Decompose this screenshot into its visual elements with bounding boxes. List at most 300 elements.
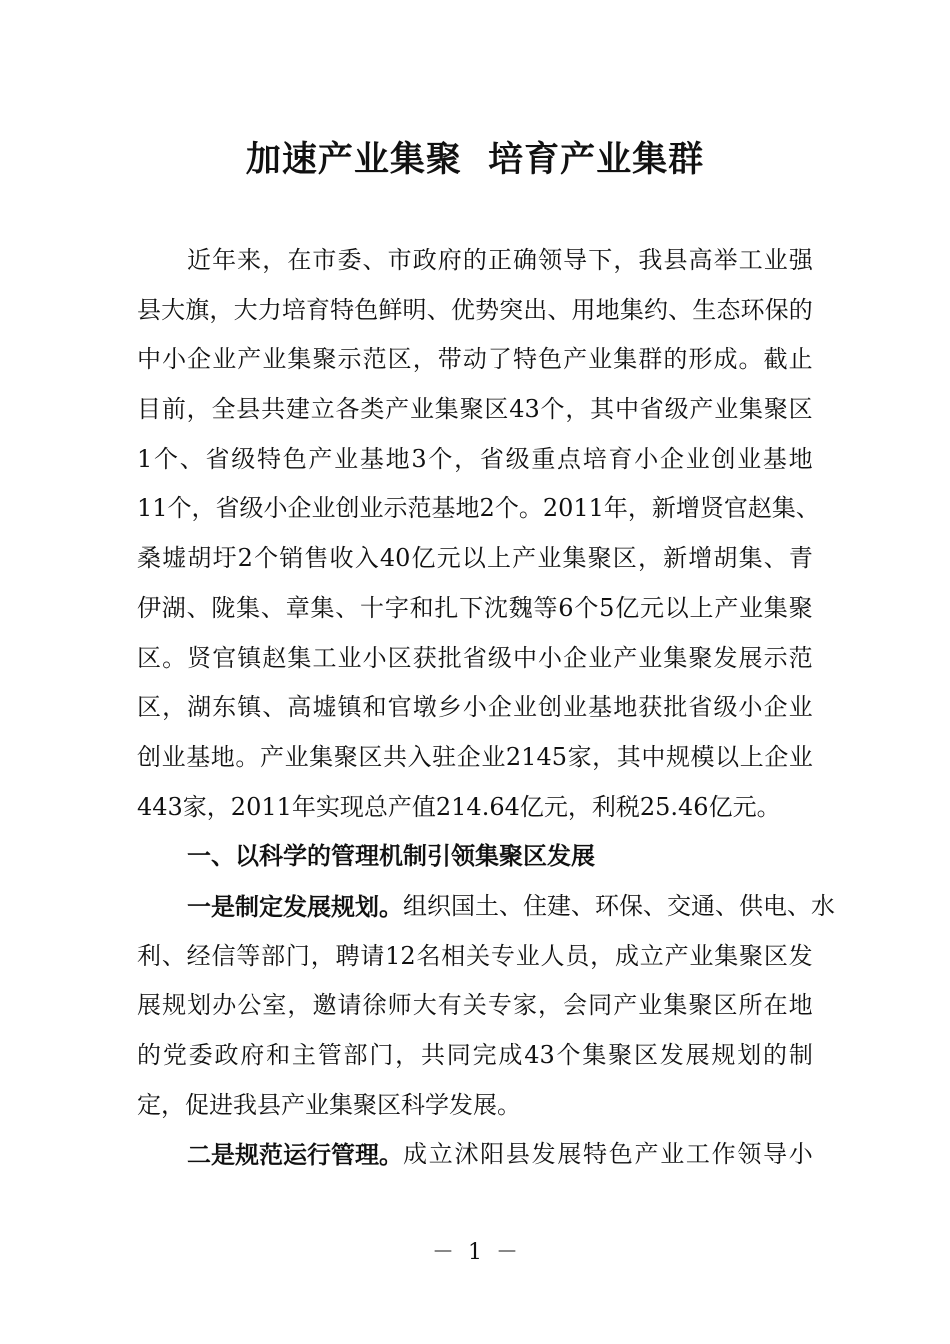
text-glyph: 色 xyxy=(538,345,562,374)
text-glyph: 43 xyxy=(524,1041,555,1069)
text-glyph: 中 xyxy=(137,345,161,374)
text-glyph: 小 xyxy=(738,693,763,722)
text-glyph: 业 xyxy=(161,742,186,771)
text-glyph: 基 xyxy=(186,742,211,771)
text-glyph: 聚 xyxy=(688,643,713,672)
text-glyph: 领 xyxy=(737,1140,762,1169)
text-glyph: 其 xyxy=(590,395,615,424)
text-glyph: 产 xyxy=(237,345,262,374)
text-glyph: 地 xyxy=(385,444,410,473)
text-glyph: 集 xyxy=(236,593,261,622)
text-glyph: 大 xyxy=(233,295,258,324)
paragraph-line xyxy=(137,932,813,982)
text-glyph: 生 xyxy=(692,295,717,324)
text-glyph: 、 xyxy=(795,494,820,523)
text-glyph: 企 xyxy=(287,494,312,523)
text-glyph: 43 xyxy=(509,395,540,424)
text-glyph: 近 xyxy=(187,246,211,274)
text-glyph: 点 xyxy=(557,444,582,473)
text-glyph: 个 xyxy=(167,494,192,523)
text-glyph: 色 xyxy=(608,1140,633,1169)
text-glyph: 获 xyxy=(412,643,437,672)
text-glyph: 育 xyxy=(305,295,330,324)
text-glyph: 5 xyxy=(599,593,615,622)
text-glyph: 和 xyxy=(362,693,387,722)
text-glyph: 湖 xyxy=(187,693,212,722)
page-number: － 1 － xyxy=(432,1240,518,1265)
text-glyph: 企 xyxy=(763,693,788,722)
text-glyph: 个 xyxy=(494,494,519,523)
text-glyph: 级 xyxy=(713,693,738,722)
text-glyph: 会 xyxy=(563,991,588,1020)
text-glyph: 个 xyxy=(556,1041,581,1069)
text-glyph: 1 xyxy=(137,444,153,473)
text-glyph: 态 xyxy=(716,295,741,324)
text-glyph: 人 xyxy=(540,941,565,970)
text-glyph: 省 xyxy=(462,643,487,672)
text-glyph: 邀 xyxy=(312,991,337,1020)
text-glyph: 胡 xyxy=(713,544,738,573)
text-glyph: 入 xyxy=(354,544,379,573)
text-glyph: ， xyxy=(310,941,335,970)
text-glyph: 止 xyxy=(788,345,813,374)
text-glyph: 信 xyxy=(211,941,236,970)
text-glyph: 成 xyxy=(713,345,738,374)
text-glyph: 章 xyxy=(285,593,310,622)
text-glyph: 产 xyxy=(634,1140,659,1169)
text-glyph: 专 xyxy=(490,941,515,970)
text-glyph: 旗 xyxy=(185,295,210,324)
text-glyph: 和 xyxy=(409,593,434,622)
text-glyph: 发 xyxy=(713,643,738,672)
text-glyph: 收 xyxy=(329,544,354,573)
text-glyph: 划 xyxy=(737,1041,762,1069)
text-glyph: 集 xyxy=(619,295,644,324)
text-glyph: 办 xyxy=(212,991,237,1020)
text-glyph: 出 xyxy=(523,295,548,324)
text-glyph: 集 xyxy=(763,593,788,622)
paragraph-line xyxy=(137,634,813,684)
text-glyph: 聚 xyxy=(459,395,484,424)
text-glyph: 、 xyxy=(547,295,572,324)
text-glyph: 范 xyxy=(407,494,432,523)
text-glyph: 名 xyxy=(416,941,441,970)
text-glyph: 作 xyxy=(711,1140,736,1169)
text-glyph: 建 xyxy=(285,395,310,424)
text-glyph: 主 xyxy=(291,1041,316,1069)
text-glyph: 集 xyxy=(310,593,335,622)
text-glyph: 的 xyxy=(763,1041,788,1069)
paragraph-line xyxy=(137,981,813,1031)
text-glyph: 公 xyxy=(237,991,262,1020)
text-glyph: 小 xyxy=(362,643,387,672)
text-glyph: 县 xyxy=(137,295,161,324)
text-glyph: 业 xyxy=(788,693,813,722)
text-glyph: 官 xyxy=(723,494,748,523)
text-glyph: 中 xyxy=(614,395,639,424)
text-glyph: 区 xyxy=(788,395,813,424)
text-glyph: 企 xyxy=(187,345,212,374)
text-glyph: 地 xyxy=(210,742,235,771)
text-glyph: 在 xyxy=(287,246,312,274)
text-glyph: 业 xyxy=(515,941,540,970)
text-glyph: 集 xyxy=(738,544,763,573)
text-glyph: 各 xyxy=(335,395,360,424)
text-glyph: 等 xyxy=(533,593,558,622)
text-glyph: 新 xyxy=(651,494,676,523)
text-glyph: 导 xyxy=(563,246,588,274)
text-glyph: 正 xyxy=(487,246,512,274)
text-glyph: 环 xyxy=(740,295,765,324)
text-glyph: ， xyxy=(592,742,617,771)
text-glyph: 委 xyxy=(337,246,362,274)
text-glyph: 、 xyxy=(787,891,811,920)
text-glyph: 织 xyxy=(427,891,451,920)
text-glyph: 发 xyxy=(531,1140,556,1169)
text-glyph: 业 xyxy=(588,643,613,672)
text-glyph: 十 xyxy=(360,593,385,622)
text-glyph: ， xyxy=(454,444,479,473)
text-glyph: 带 xyxy=(437,345,462,374)
text-glyph: 赵 xyxy=(262,643,287,672)
text-glyph: 聚 xyxy=(312,345,337,374)
text-glyph: 请 xyxy=(360,941,385,970)
text-glyph: 府 xyxy=(437,246,462,274)
text-glyph: 、 xyxy=(260,593,285,622)
paragraph-line xyxy=(137,435,813,485)
text-glyph: 规 xyxy=(711,1041,736,1069)
text-glyph: 举 xyxy=(713,246,738,274)
text-glyph: 获 xyxy=(638,693,663,722)
text-glyph: 业 xyxy=(284,742,309,771)
text-glyph: 聚 xyxy=(333,742,358,771)
paragraph-line xyxy=(137,484,820,534)
text-glyph: 规 xyxy=(665,742,690,771)
text-glyph: 在 xyxy=(763,991,788,1020)
text-glyph: 业 xyxy=(788,742,813,771)
text-glyph: 室 xyxy=(262,991,287,1020)
text-glyph: 下 xyxy=(588,246,613,274)
text-glyph: 区 xyxy=(484,395,509,424)
text-glyph: 字 xyxy=(384,593,409,622)
text-glyph: 门 xyxy=(369,1041,394,1069)
text-glyph: 销 xyxy=(279,544,304,573)
text-glyph: 上 xyxy=(487,544,512,573)
text-glyph: 业 xyxy=(763,246,788,274)
paragraph-line xyxy=(137,1031,813,1081)
text-glyph: 40 xyxy=(379,544,411,573)
text-glyph: 制 xyxy=(788,1041,813,1069)
text-glyph: 基 xyxy=(588,693,613,722)
text-glyph: 区 xyxy=(612,544,637,573)
text-glyph: 育 xyxy=(608,444,633,473)
text-glyph: 特 xyxy=(330,295,355,324)
text-glyph: 集 xyxy=(739,395,764,424)
text-glyph: 截 xyxy=(763,345,788,374)
text-glyph: 级 xyxy=(505,444,530,473)
text-glyph: 工 xyxy=(312,643,337,672)
text-glyph: 东 xyxy=(212,693,237,722)
text-glyph: 保 xyxy=(619,891,643,920)
text-glyph: 小 xyxy=(788,1140,813,1169)
text-glyph: 关 xyxy=(466,941,491,970)
text-glyph: 胡 xyxy=(187,544,212,573)
text-glyph: 立 xyxy=(639,941,664,970)
text-glyph: 、 xyxy=(362,246,387,274)
text-glyph: 陇 xyxy=(211,593,236,622)
text-glyph: 共 xyxy=(420,1041,445,1069)
text-glyph: 个 xyxy=(154,444,179,473)
text-glyph: 通 xyxy=(691,891,715,920)
text-glyph: 等 xyxy=(236,941,261,970)
text-glyph: 集 xyxy=(309,742,334,771)
text-glyph: 区 xyxy=(713,991,738,1020)
text-glyph: 创 xyxy=(538,693,562,722)
text-glyph: 业 xyxy=(359,494,384,523)
text-glyph: 亿 xyxy=(411,544,436,573)
text-glyph: 的 xyxy=(462,246,487,274)
text-glyph: ， xyxy=(627,494,652,523)
text-glyph: 示 xyxy=(337,345,362,374)
text-glyph: 业 xyxy=(737,444,762,473)
text-glyph: ， xyxy=(191,494,216,523)
text-glyph: 聚 xyxy=(587,544,612,573)
text-glyph: 全 xyxy=(211,395,236,424)
text-glyph: 集 xyxy=(663,643,688,672)
text-glyph: 年 xyxy=(212,246,237,274)
text-glyph: 小 xyxy=(538,643,562,672)
text-glyph: 区 xyxy=(633,1041,658,1069)
text-glyph: 业 xyxy=(409,395,434,424)
text-glyph: 保 xyxy=(764,295,789,324)
text-glyph: 批 xyxy=(663,693,688,722)
text-glyph: 省 xyxy=(215,494,240,523)
text-glyph: 员 xyxy=(565,941,590,970)
text-glyph: 区 xyxy=(387,643,412,672)
text-glyph: 县 xyxy=(236,395,261,424)
text-glyph: 政 xyxy=(214,1041,239,1069)
text-glyph: 创 xyxy=(711,444,736,473)
text-glyph: 、 xyxy=(186,593,211,622)
text-glyph: 、 xyxy=(179,444,204,473)
text-glyph: 级 xyxy=(487,643,512,672)
text-glyph: ， xyxy=(209,295,234,324)
text-glyph: 企 xyxy=(563,643,588,672)
text-glyph: 产 xyxy=(385,395,410,424)
text-glyph: 地 xyxy=(455,494,480,523)
text-glyph: 成 xyxy=(403,1140,427,1169)
text-glyph: 镇 xyxy=(337,693,362,722)
text-glyph: 和 xyxy=(266,1041,291,1069)
text-glyph: 特 xyxy=(583,1140,608,1169)
text-glyph: 完 xyxy=(472,1041,497,1069)
text-glyph: 高 xyxy=(287,693,312,722)
text-glyph: 产 xyxy=(259,742,284,771)
text-glyph: 聚 xyxy=(608,1041,633,1069)
text-glyph: 的 xyxy=(788,295,813,324)
text-glyph: 、 xyxy=(335,593,360,622)
text-glyph: 示 xyxy=(383,494,408,523)
text-glyph: ， xyxy=(412,345,437,374)
text-glyph: 下 xyxy=(459,593,484,622)
text-glyph: 。 xyxy=(518,494,543,523)
text-glyph: 地 xyxy=(595,295,620,324)
text-glyph: 、 xyxy=(715,891,739,920)
text-glyph: 区 xyxy=(137,643,161,672)
text-glyph: 类 xyxy=(360,395,385,424)
paragraph-line: 443家，2011年实现总产值214.64亿元，利税25.46亿元。 xyxy=(137,792,781,821)
text-glyph: 墟 xyxy=(312,693,337,722)
text-glyph: 元 xyxy=(639,593,664,622)
text-glyph: 扎 xyxy=(434,593,459,622)
text-glyph: 优 xyxy=(450,295,475,324)
text-glyph: 12 xyxy=(385,941,416,970)
text-glyph: 大 xyxy=(412,991,437,1020)
text-glyph: 展 xyxy=(137,991,161,1020)
text-glyph: 集 xyxy=(663,991,688,1020)
text-glyph: 所 xyxy=(738,991,763,1020)
text-glyph: 。 xyxy=(235,742,260,771)
text-glyph: 约 xyxy=(643,295,668,324)
text-glyph: 展 xyxy=(738,643,763,672)
text-glyph: 产 xyxy=(613,991,638,1020)
text-glyph: 以 xyxy=(461,544,486,573)
text-glyph: 2145 xyxy=(505,742,567,771)
text-glyph: 创 xyxy=(137,742,161,771)
text-glyph: 县 xyxy=(505,1140,530,1169)
text-glyph: 府 xyxy=(240,1041,265,1069)
text-glyph: 集 xyxy=(582,1041,607,1069)
text-glyph: 企 xyxy=(487,693,512,722)
text-glyph: 势 xyxy=(474,295,499,324)
paragraph-lead: 一是制定发展规划。 xyxy=(187,891,403,921)
text-glyph: ， xyxy=(590,941,615,970)
text-glyph: 领 xyxy=(538,246,563,274)
text-glyph: 业 xyxy=(311,494,336,523)
text-glyph: 环 xyxy=(595,891,619,920)
text-glyph: 力 xyxy=(257,295,282,324)
text-glyph: 党 xyxy=(162,1041,187,1069)
text-glyph: ， xyxy=(538,991,562,1020)
text-glyph: 小 xyxy=(634,444,659,473)
text-glyph: 大 xyxy=(161,295,186,324)
text-glyph: 我 xyxy=(638,246,663,274)
text-glyph: 示 xyxy=(763,643,788,672)
text-glyph: 省 xyxy=(639,395,664,424)
text-glyph: 聚 xyxy=(739,941,764,970)
text-glyph: 集 xyxy=(714,941,739,970)
text-glyph: ， xyxy=(162,693,187,722)
text-glyph: 共 xyxy=(261,395,286,424)
text-glyph: 沈 xyxy=(483,593,508,622)
text-glyph: 了 xyxy=(487,345,512,374)
text-glyph: 个 xyxy=(428,444,453,473)
text-glyph: 市 xyxy=(312,246,337,274)
text-glyph: 产 xyxy=(689,395,714,424)
text-glyph: 展 xyxy=(557,1140,582,1169)
text-glyph: 企 xyxy=(764,742,789,771)
text-glyph: 来 xyxy=(237,246,262,274)
text-glyph: 墟 xyxy=(162,544,187,573)
text-glyph: 工 xyxy=(685,1140,710,1169)
text-glyph: 2 xyxy=(479,494,495,523)
text-glyph: 立 xyxy=(428,1140,453,1169)
text-glyph: 利 xyxy=(137,941,161,970)
text-glyph: 特 xyxy=(256,444,281,473)
text-glyph: 管 xyxy=(317,1041,342,1069)
text-glyph: 伊 xyxy=(137,593,161,622)
text-glyph: 集 xyxy=(562,544,587,573)
text-glyph: 高 xyxy=(688,246,713,274)
text-glyph: 贤 xyxy=(187,643,212,672)
text-glyph: 集 xyxy=(287,345,312,374)
text-glyph: 省 xyxy=(479,444,504,473)
text-glyph: 业 xyxy=(212,345,237,374)
text-glyph: 个 xyxy=(574,593,599,622)
text-glyph: 驻 xyxy=(432,742,457,771)
text-glyph: 培 xyxy=(582,444,607,473)
text-glyph: 业 xyxy=(638,991,663,1020)
text-glyph: 业 xyxy=(638,643,663,672)
paragraph-line xyxy=(137,683,813,733)
text-glyph: 亿 xyxy=(615,593,640,622)
text-glyph: 业 xyxy=(262,345,287,374)
text-glyph: 企 xyxy=(659,444,684,473)
text-glyph: 经 xyxy=(186,941,211,970)
text-glyph: 住 xyxy=(523,891,547,920)
paragraph-line xyxy=(137,335,813,385)
text-glyph: 6 xyxy=(558,593,574,622)
text-glyph: 业 xyxy=(512,693,537,722)
text-glyph: 小 xyxy=(462,693,487,722)
text-glyph: 集 xyxy=(771,494,796,523)
text-glyph: 导 xyxy=(763,1140,788,1169)
text-glyph: 产 xyxy=(664,941,689,970)
text-glyph: 魏 xyxy=(508,593,533,622)
text-glyph: 产 xyxy=(563,345,588,374)
text-glyph: 家 xyxy=(567,742,592,771)
text-glyph: 官 xyxy=(212,643,237,672)
text-glyph: 立 xyxy=(310,395,335,424)
text-glyph: 集 xyxy=(287,643,312,672)
text-glyph: ， xyxy=(287,991,312,1020)
text-glyph: 中 xyxy=(512,643,537,672)
text-glyph: 3 xyxy=(411,444,427,473)
text-glyph: 、 xyxy=(571,891,595,920)
text-glyph: 徐 xyxy=(362,991,387,1020)
section-heading: 一、以科学的管理机制引领集聚区发展 xyxy=(187,842,595,871)
text-glyph: 阳 xyxy=(480,1140,505,1169)
text-glyph: 色 xyxy=(354,295,379,324)
text-glyph: 区 xyxy=(387,345,412,374)
text-glyph: 专 xyxy=(487,991,512,1020)
text-glyph: 形 xyxy=(688,345,713,374)
text-glyph: 省 xyxy=(205,444,230,473)
text-glyph: 师 xyxy=(387,991,412,1020)
text-glyph: 业 xyxy=(481,742,506,771)
text-glyph: 特 xyxy=(512,345,537,374)
text-glyph: 的 xyxy=(663,345,688,374)
document-body xyxy=(137,236,835,1180)
text-glyph: 个 xyxy=(540,395,565,424)
text-glyph: 、 xyxy=(643,891,667,920)
text-glyph: 墩 xyxy=(412,693,437,722)
text-glyph: 11 xyxy=(137,494,168,523)
text-glyph: 目 xyxy=(137,395,161,424)
text-glyph: 发 xyxy=(788,941,813,970)
text-glyph: 确 xyxy=(513,246,538,274)
text-glyph: 强 xyxy=(788,246,813,274)
